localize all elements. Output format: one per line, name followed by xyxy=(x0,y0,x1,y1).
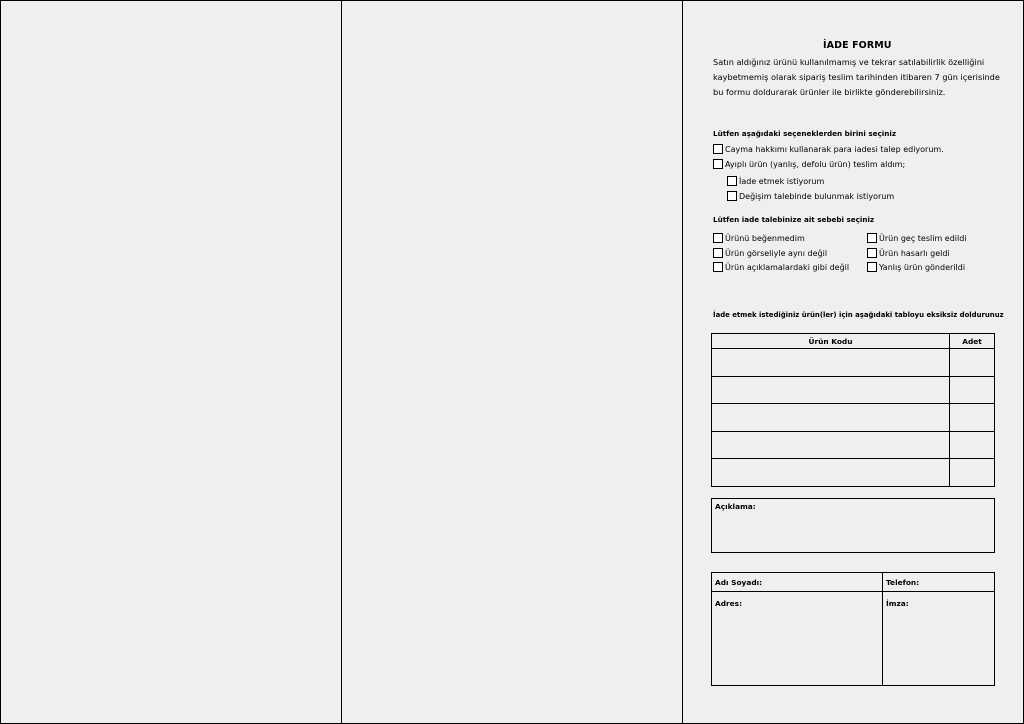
reason-damaged[interactable] xyxy=(867,248,950,258)
table-row xyxy=(712,431,995,459)
intro-line: Satın aldığınız ürünü kullanılmamış ve tekrar satılabilirlik özelliğini xyxy=(713,57,985,67)
checkbox[interactable] xyxy=(713,144,723,154)
product-code-cell[interactable] xyxy=(712,349,950,377)
blank-left-panel xyxy=(0,0,342,724)
quantity-cell[interactable] xyxy=(950,404,995,432)
checkbox[interactable] xyxy=(867,248,877,258)
description-label: Açıklama: xyxy=(715,502,756,511)
option-withdrawal[interactable] xyxy=(713,144,944,154)
checkbox[interactable] xyxy=(713,262,723,272)
checkbox[interactable] xyxy=(867,233,877,243)
reason-late[interactable] xyxy=(867,233,967,243)
product-code-cell[interactable] xyxy=(712,431,950,459)
option-defective[interactable] xyxy=(713,159,905,169)
reason-wrong-item[interactable] xyxy=(867,262,965,272)
reason-disliked[interactable] xyxy=(713,233,805,243)
option-label: Değişim talebinde bulunmak istiyorum xyxy=(739,191,895,201)
blank-middle-panel xyxy=(341,0,683,724)
product-code-cell[interactable] xyxy=(712,404,950,432)
reason-label: Ürün görseliyle aynı değil xyxy=(725,248,828,258)
checkbox[interactable] xyxy=(713,233,723,243)
quantity-cell[interactable] xyxy=(950,431,995,459)
column-header-quantity: Adet xyxy=(950,334,995,349)
reason-label: Ürün açıklamalardaki gibi değil xyxy=(725,262,850,272)
checkbox[interactable] xyxy=(867,262,877,272)
table-row xyxy=(712,404,995,432)
checkbox[interactable] xyxy=(713,159,723,169)
reason-label: Ürün hasarlı geldi xyxy=(879,248,950,258)
intro-line: kaybetmemiş olarak sipariş teslim tarihinden itibaren 7 gün içerisinde xyxy=(713,72,1000,82)
return-items-table xyxy=(711,333,995,487)
option-exchange[interactable] xyxy=(727,191,894,201)
checkbox[interactable] xyxy=(713,248,723,258)
product-code-cell[interactable] xyxy=(712,459,950,487)
name-label: Adı Soyadı: xyxy=(715,578,763,587)
signature-label: İmza: xyxy=(886,599,909,608)
quantity-cell[interactable] xyxy=(950,459,995,487)
checkbox[interactable] xyxy=(727,191,737,201)
column-header-product-code: Ürün Kodu xyxy=(712,334,950,349)
phone-field[interactable] xyxy=(882,572,995,592)
reason-not-as-pictured[interactable] xyxy=(713,248,827,258)
description-box[interactable] xyxy=(711,498,995,553)
address-field[interactable] xyxy=(711,591,883,686)
reason-label: Ürünü beğenmedim xyxy=(725,233,805,243)
table-row xyxy=(712,349,995,377)
option-label: İade etmek istiyorum xyxy=(739,176,825,186)
reason-label: Ürün geç teslim edildi xyxy=(879,233,967,243)
product-code-cell[interactable] xyxy=(712,376,950,404)
reason-label: Yanlış ürün gönderildi xyxy=(879,262,966,272)
option-label: Ayıplı ürün (yanlış, defolu ürün) teslim aldım; xyxy=(725,159,906,169)
signature-field[interactable] xyxy=(882,591,995,686)
address-label: Adres: xyxy=(715,599,743,608)
name-field[interactable] xyxy=(711,572,883,592)
phone-label: Telefon: xyxy=(886,578,920,587)
option-return[interactable] xyxy=(727,176,824,186)
reason-not-as-described[interactable] xyxy=(713,262,849,272)
intro-line: bu formu doldurarak ürünler ile birlikte gönderebilirsiniz. xyxy=(713,87,946,97)
form-title: İADE FORMU xyxy=(823,40,892,51)
quantity-cell[interactable] xyxy=(950,376,995,404)
option-label: Cayma hakkımı kullanarak para iadesi talep ediyorum. xyxy=(725,144,944,154)
contact-box xyxy=(711,572,995,686)
options-heading: Lütfen aşağıdaki seçeneklerden birini seçiniz xyxy=(713,129,897,138)
table-row xyxy=(712,376,995,404)
table-row xyxy=(712,459,995,487)
intro-text xyxy=(713,55,1000,100)
reasons-heading: Lütfen iade talebinize ait sebebi seçiniz xyxy=(713,215,875,224)
table-header-row xyxy=(712,334,995,349)
checkbox[interactable] xyxy=(727,176,737,186)
quantity-cell[interactable] xyxy=(950,349,995,377)
table-heading: İade etmek istediğiniz ürün(ler) için aşağıdaki tabloyu eksiksiz doldurunuz xyxy=(713,311,1004,319)
